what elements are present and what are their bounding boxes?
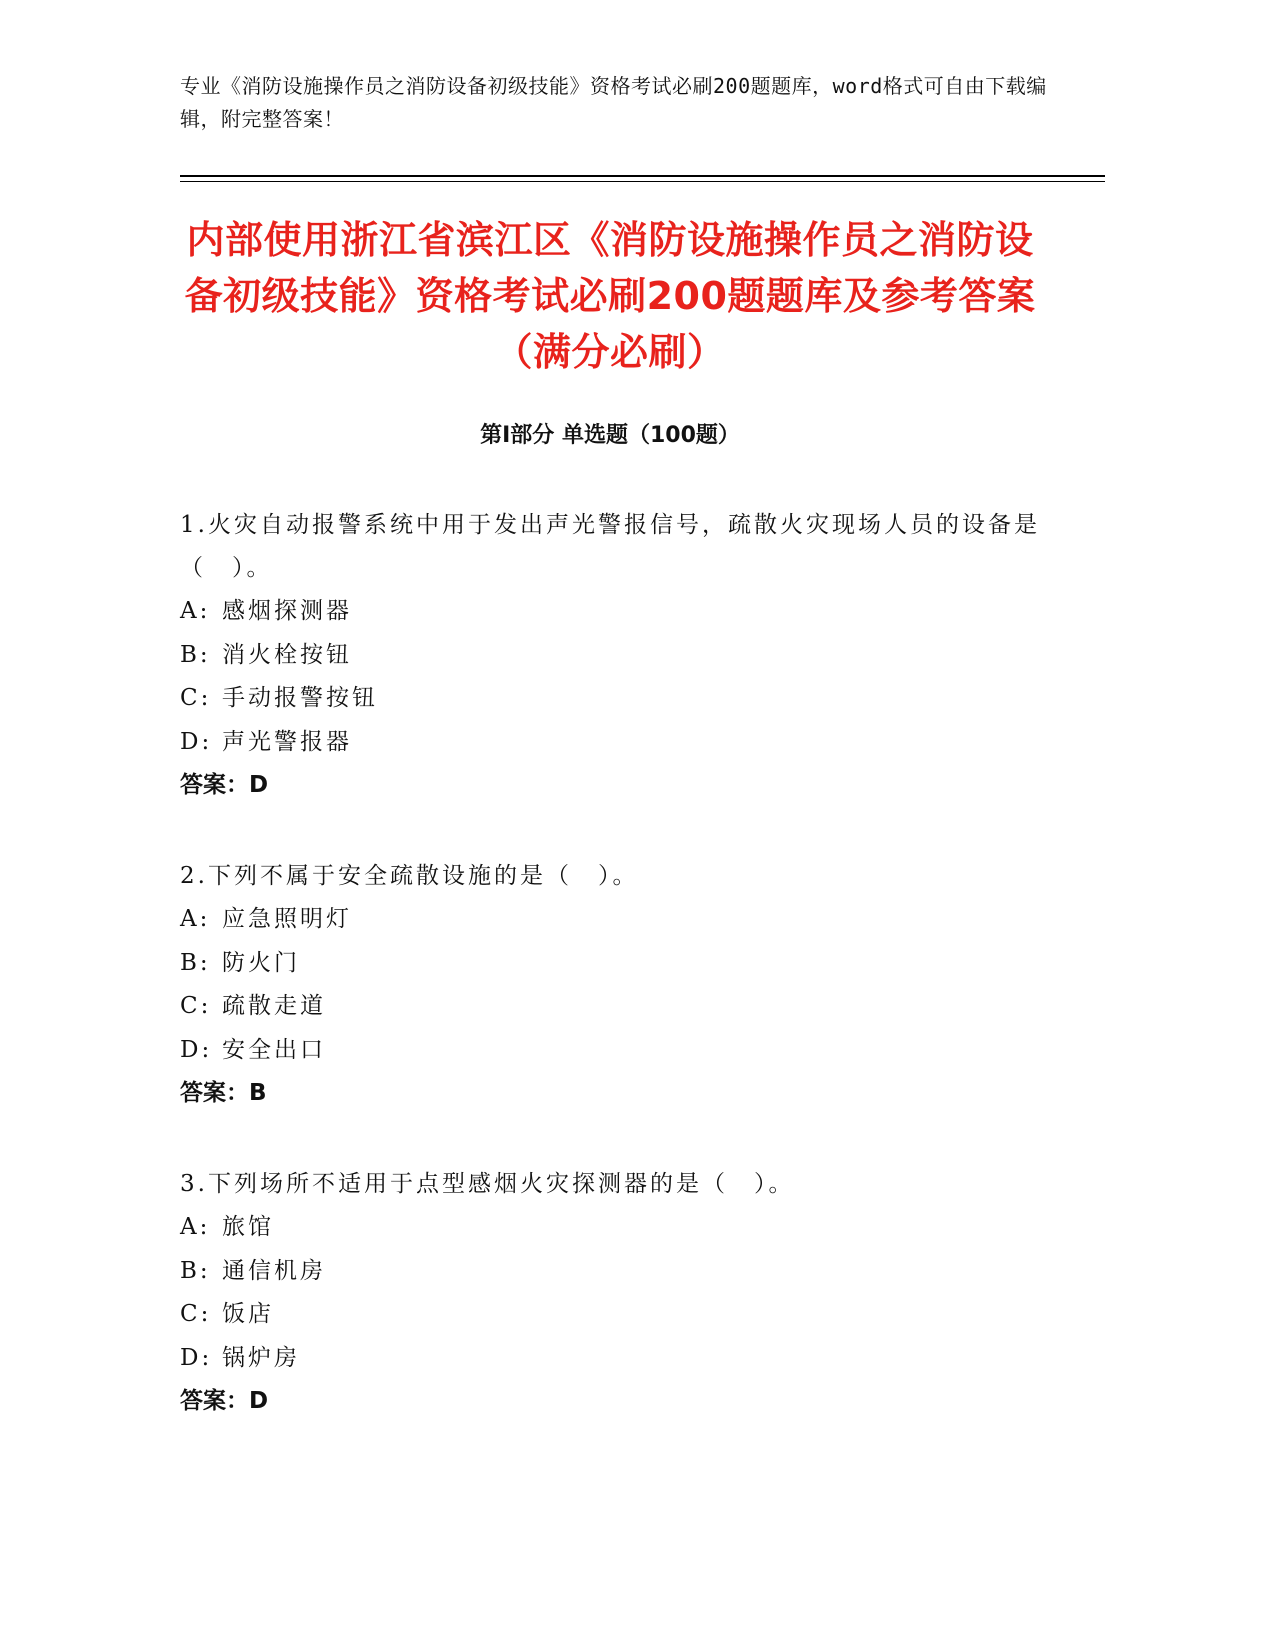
header-note: 专业《消防设施操作员之消防设备初级技能》资格考试必刷200题题库，word格式可自由下载编辑，附完整答案！ — [180, 74, 1047, 131]
question-item — [180, 1163, 1080, 1423]
option-letter: C: — [180, 993, 212, 1019]
header-divider-thick — [180, 175, 1105, 177]
question-option — [180, 1293, 1080, 1337]
section-title: 第Ⅰ部分 单选题（100题） — [480, 423, 740, 448]
option-text: 防火门 — [222, 949, 300, 976]
question-option — [180, 898, 1080, 942]
option-letter: B: — [180, 641, 211, 668]
question-answer — [180, 764, 1080, 807]
option-letter: B: — [180, 1257, 211, 1284]
question-option — [180, 1250, 1080, 1294]
option-text: 疏散走道 — [222, 993, 326, 1019]
option-text: 饭店 — [222, 1301, 274, 1327]
question-item — [180, 504, 1080, 807]
answer-value: D — [249, 772, 269, 798]
option-text: 手动报警按钮 — [222, 685, 378, 711]
question-option — [180, 590, 1080, 634]
option-text: 安全出口 — [222, 1036, 326, 1063]
answer-value: B — [249, 1080, 267, 1106]
option-letter: A: — [180, 1214, 211, 1240]
question-option — [180, 677, 1080, 721]
question-answer — [180, 1380, 1080, 1423]
question-stem: 3.下列场所不适用于点型感烟火灾探测器的是（ ）。 — [180, 1171, 795, 1197]
answer-prefix: 答案： — [180, 772, 249, 798]
answer-value: D — [249, 1388, 269, 1414]
question-stem: 2.下列不属于安全疏散设施的是（ ）。 — [180, 863, 639, 889]
question-answer — [180, 1072, 1080, 1115]
option-text: 应急照明灯 — [222, 906, 352, 932]
option-text: 通信机房 — [222, 1257, 326, 1284]
option-letter: A: — [180, 906, 211, 932]
option-letter: D: — [180, 1036, 213, 1063]
option-text: 旅馆 — [222, 1214, 274, 1240]
option-letter: D: — [180, 728, 213, 755]
question-option — [180, 942, 1080, 986]
option-letter: C: — [180, 1301, 212, 1327]
question-option — [180, 985, 1080, 1029]
option-text: 消火栓按钮 — [222, 641, 352, 668]
question-item — [180, 855, 1080, 1115]
answer-prefix: 答案： — [180, 1080, 249, 1106]
answer-prefix: 答案： — [180, 1388, 249, 1414]
option-letter: D: — [180, 1344, 213, 1371]
question-option — [180, 1337, 1080, 1381]
option-text: 感烟探测器 — [222, 598, 352, 624]
question-list — [180, 504, 1080, 1471]
question-stem: 1.火灾自动报警系统中用于发出声光警报信号，疏散火灾现场人员的设备是（ ）。 — [180, 512, 1040, 581]
option-text: 锅炉房 — [222, 1344, 300, 1371]
document-title: 内部使用浙江省滨江区《消防设施操作员之消防设备初级技能》资格考试必刷200题题库及参考答案（满分必刷） — [184, 218, 1036, 374]
header-divider-thin — [180, 181, 1105, 182]
option-letter: B: — [180, 949, 211, 976]
question-option — [180, 1029, 1080, 1073]
question-option — [180, 1206, 1080, 1250]
option-letter: C: — [180, 685, 212, 711]
option-text: 声光警报器 — [222, 728, 352, 755]
question-option — [180, 634, 1080, 678]
question-option — [180, 721, 1080, 765]
option-letter: A: — [180, 598, 211, 624]
